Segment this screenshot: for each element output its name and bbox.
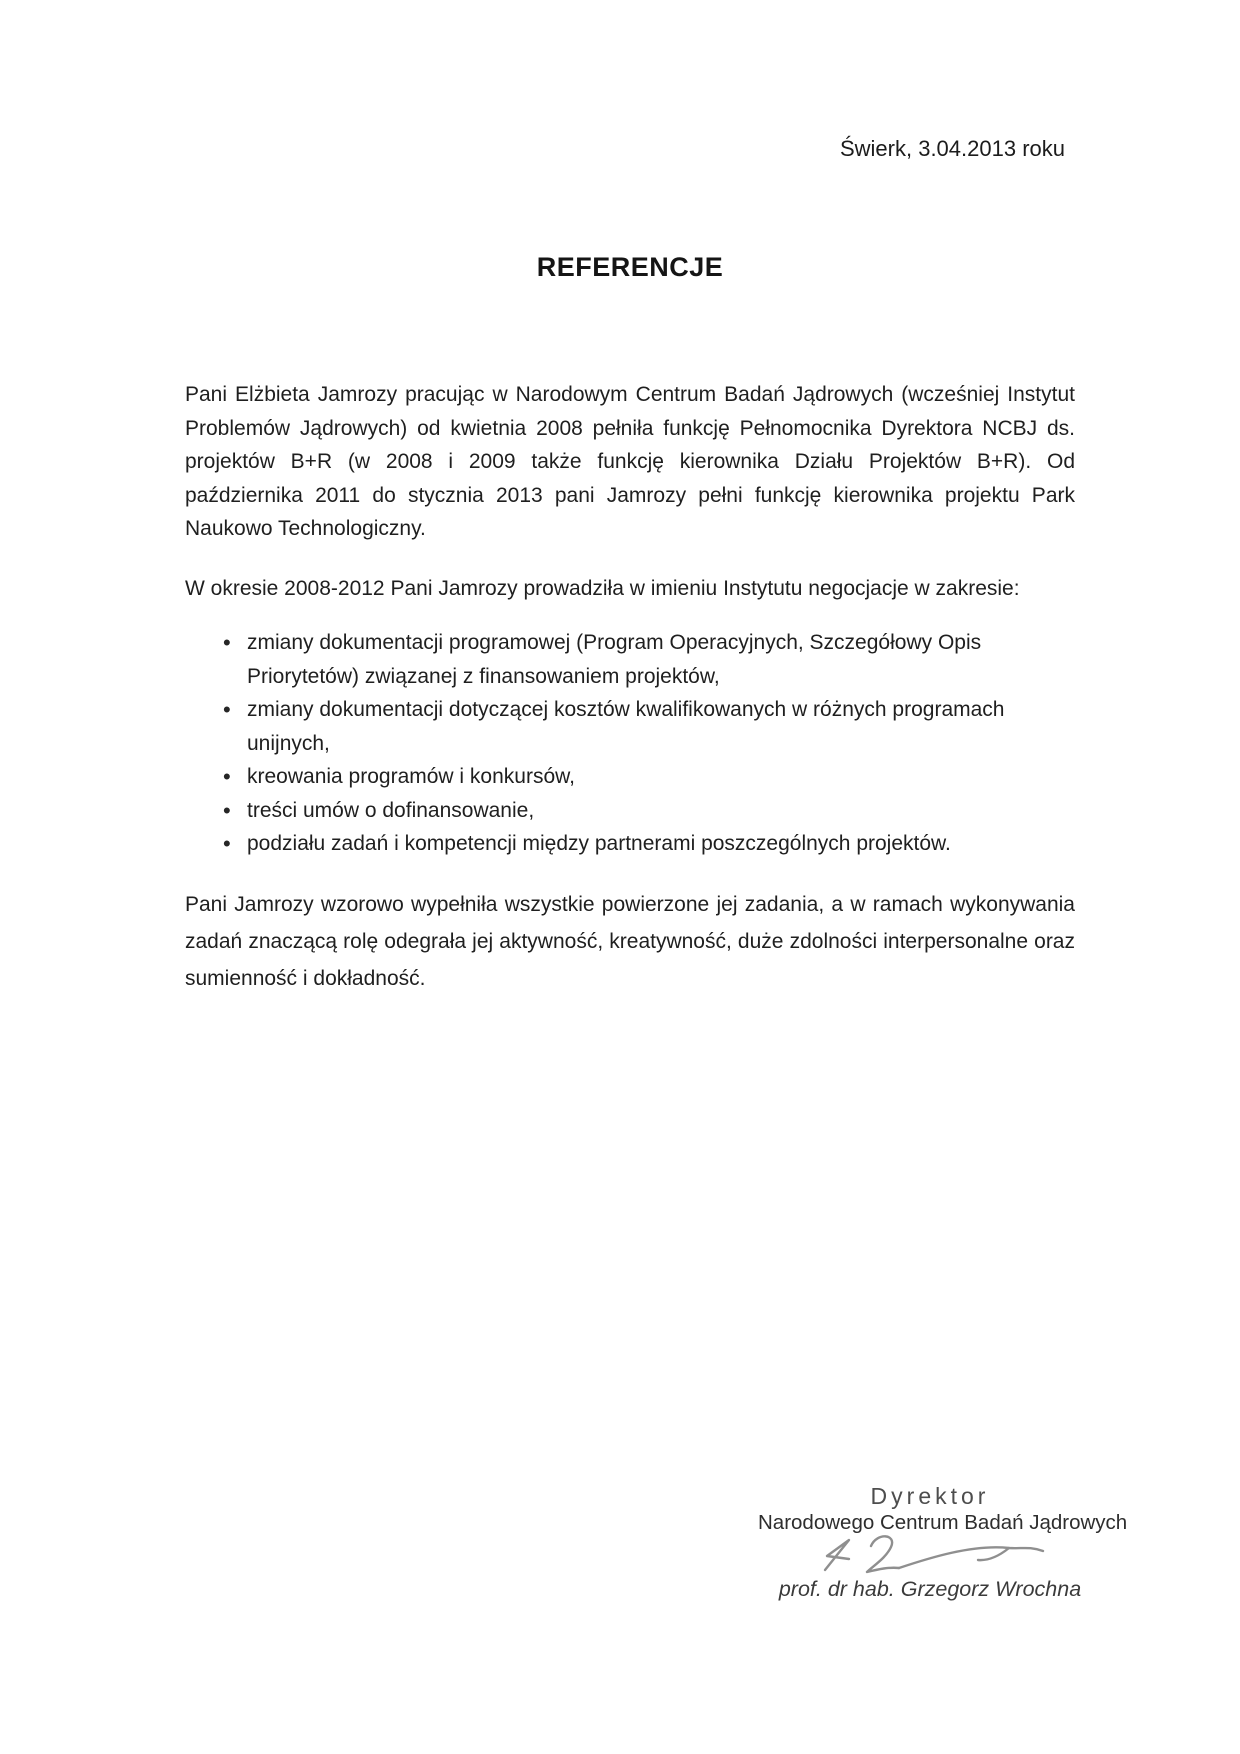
- signatory-name: prof. dr hab. Grzegorz Wrochna: [778, 1577, 1082, 1601]
- list-item-eligible-costs: • zmiany dokumentacji dotyczącej kosztów kwalifikowanych w różnych programach unijnych,: [185, 693, 1075, 760]
- document-content: [0, 136, 1240, 997]
- paragraph-negotiations-lead: W okresie 2008-2012 Pani Jamrozy prowadziła w imieniu Instytutu negocjacje w zakresie:: [185, 576, 1020, 600]
- negotiation-scope-list: [185, 626, 1075, 861]
- signature-block: [758, 1482, 1128, 1603]
- paragraph-closing: Pani Jamrozy wzorowo wypełniła wszystkie powierzone jej zadania, a w ramach wykonywania zadań znaczącą rolę odegrała jej aktywność, kreatywność, duże zdolności interpersonalne oraz sumienność i dokładność.: [185, 892, 1075, 990]
- list-item-funding-agreements: • treści umów o dofinansowanie,: [185, 794, 1075, 828]
- list-item-task-division: • podziału zadań i kompetencji między partnerami poszczególnych projektów.: [185, 827, 1075, 861]
- paragraph-intro: Pani Elżbieta Jamrozy pracując w Narodowym Centrum Badań Jądrowych (wcześniej Instytut Problemów Jądrowych) od kwietnia 2008 pełniła funkcję Pełnomocnika Dyrektora NCBJ ds. projektów B+R (w 2008 i 2009 także funkcję kierownika Działu Projektów B+R). Od października 2011 do stycznia 2013 pani Jamrozy pełni funkcję kierownika projektu Park Naukowo Technologiczny.: [185, 383, 1075, 540]
- list-item-programs-contests: • kreowania programów i konkursów,: [185, 760, 1075, 794]
- date-line: Świerk, 3.04.2013 roku: [839, 136, 1065, 161]
- signatory-organization: Narodowego Centrum Badań Jądrowych: [758, 1511, 1128, 1534]
- signatory-role: Dyrektor: [870, 1483, 990, 1509]
- document-title: REFERENCJE: [536, 252, 724, 282]
- list-item-program-documentation: • zmiany dokumentacji programowej (Program Operacyjnych, Szczegółowy Opis Priorytetów) związanej z finansowaniem projektów,: [185, 626, 1075, 693]
